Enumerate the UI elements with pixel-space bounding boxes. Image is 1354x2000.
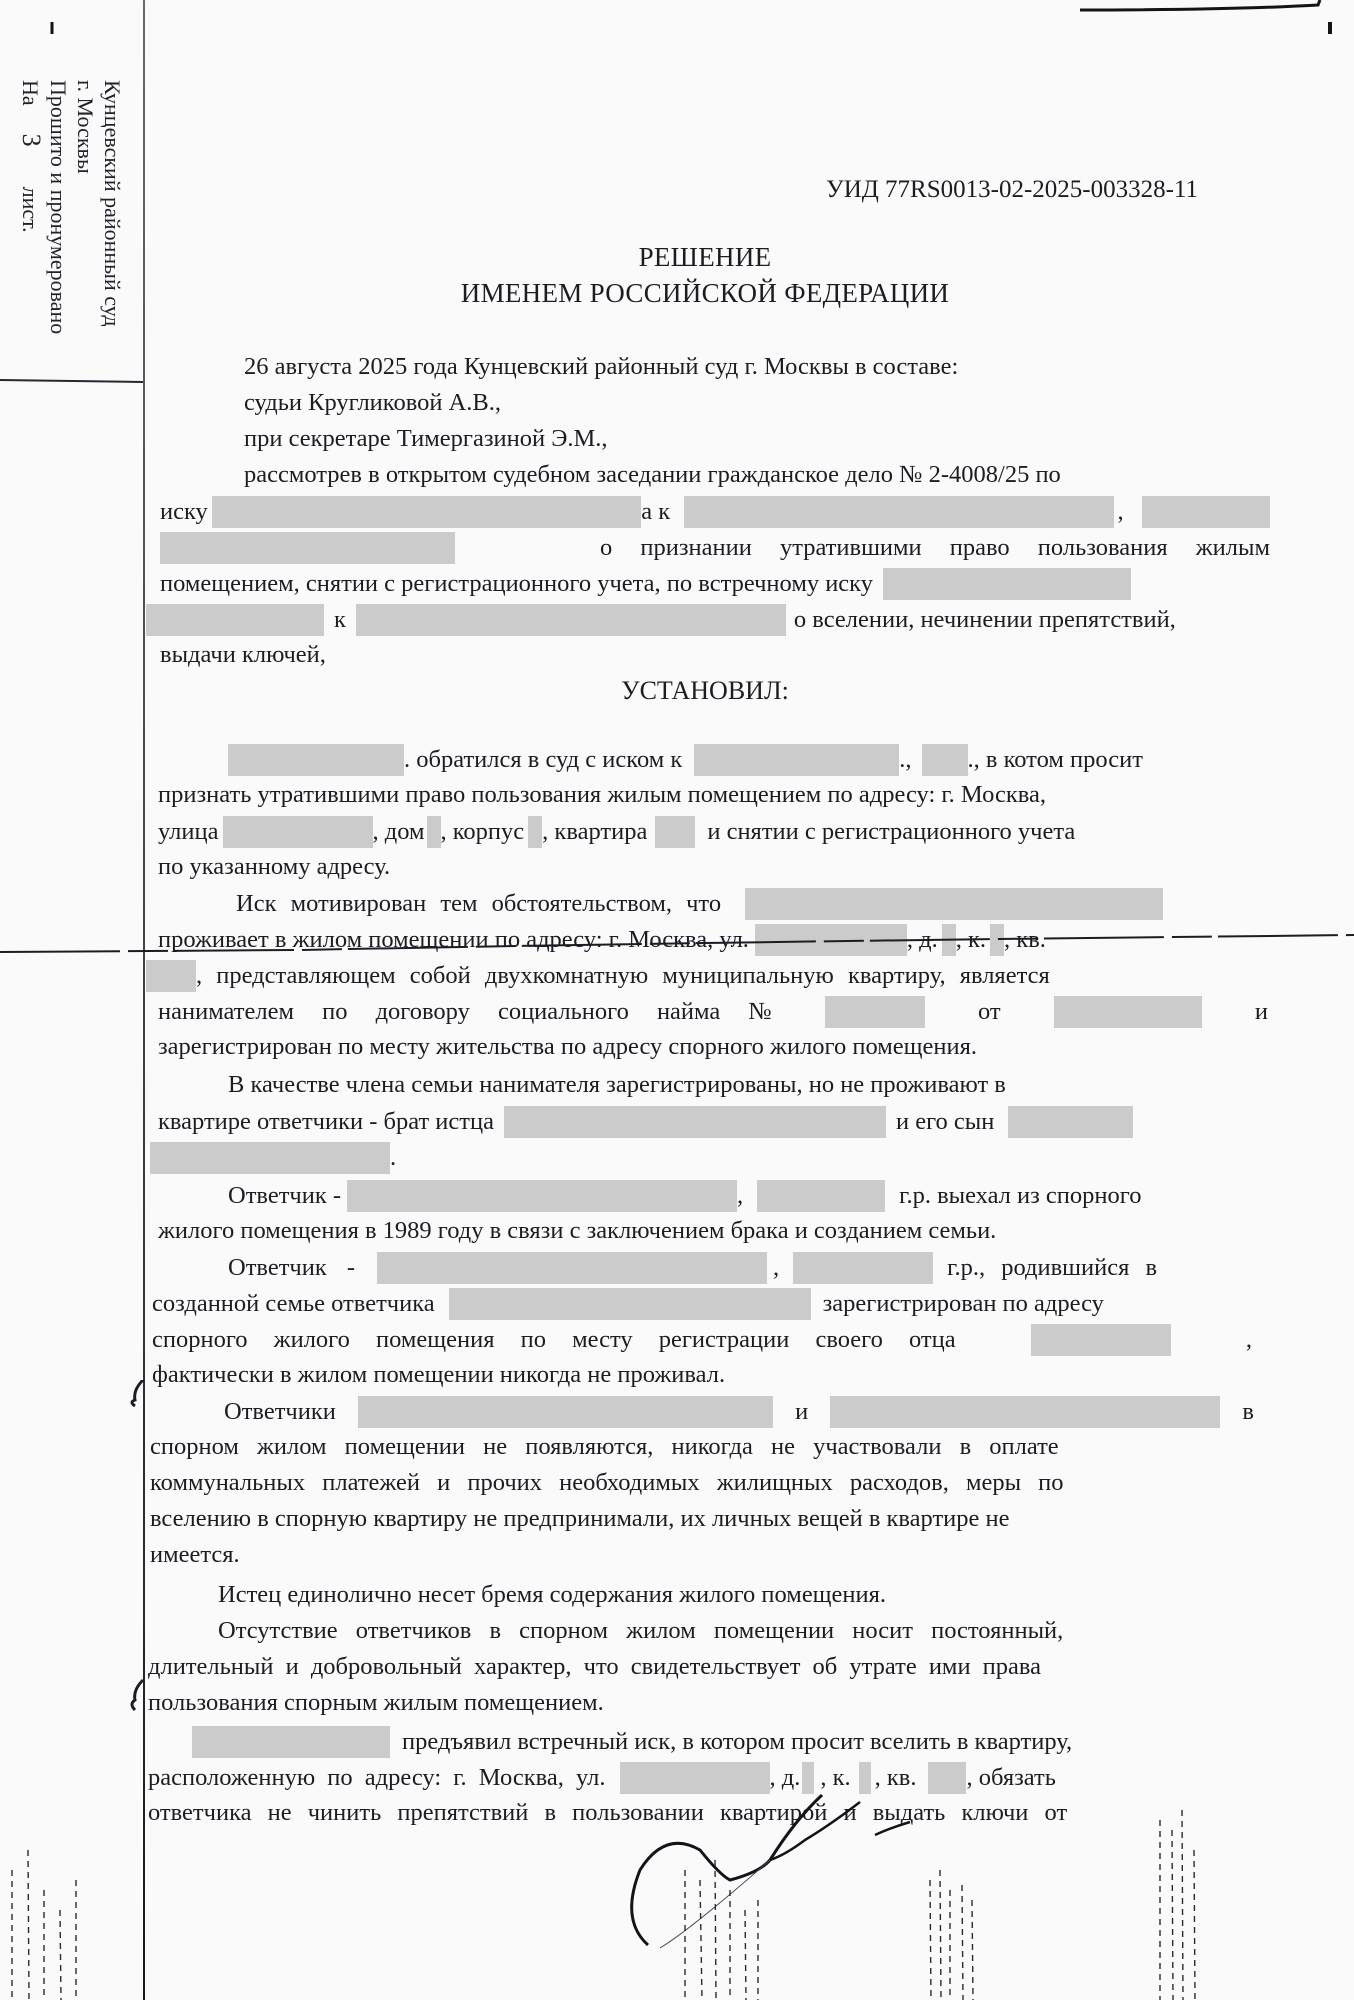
para-6-line-4: вселению в спорную квартиру не предпринимали, их личных вещей в квартире не: [150, 1505, 1010, 1532]
redaction-box: [427, 816, 441, 848]
redaction-box: [223, 816, 373, 848]
para-2-line-4: нанимателем по договору социального найма № от и: [158, 996, 1268, 1028]
intro-line-5: иску а к ,: [160, 496, 1270, 528]
redaction-box: [347, 1180, 737, 1212]
intro-line-4: рассмотрев в открытом судебном заседании гражданское дело № 2-4008/25 по: [244, 461, 1061, 488]
redaction-box: [1031, 1324, 1171, 1356]
para-5-line-3: спорного жилого помещения по месту регистрации своего отца ,: [152, 1324, 1252, 1356]
para-9-line-2: расположенную по адресу: г. Москва, ул. , д. , к. , кв. , обязать: [148, 1762, 1258, 1794]
intro-line-8: к о вселении, нечинении препятствий,: [146, 604, 1270, 636]
para-6-line-5: имеется.: [150, 1541, 240, 1568]
redaction-box: [528, 816, 542, 848]
stamp-sheets: На3лист.: [17, 80, 46, 233]
section-heading: УСТАНОВИЛ:: [621, 676, 789, 705]
redaction-box: [922, 744, 968, 776]
para-1-line-1: . обратился в суд с иском к ., ., в котом просит: [228, 744, 1268, 776]
para-1-line-4: по указанному адресу.: [158, 853, 391, 880]
para-3-line-3: .: [150, 1142, 396, 1174]
para-5-line-4: фактически в жилом помещении никогда не проживал.: [152, 1361, 726, 1388]
redaction-box: [160, 532, 455, 564]
signature-icon: [600, 1790, 1354, 2000]
para-9-line-1: предъявил встречный иск, в котором просит вселить в квартиру,: [192, 1726, 1072, 1758]
para-4-line-2: жилого помещения в 1989 году в связи с заключением брака и созданием семьи.: [158, 1217, 997, 1244]
redaction-box: [745, 888, 1163, 920]
redaction-box: [684, 496, 1113, 528]
redaction-box: [1008, 1106, 1133, 1138]
redaction-box: [228, 744, 404, 776]
redaction-box: [212, 496, 641, 528]
para-2-line-1: Иск мотивирован тем обстоятельством, что: [236, 888, 1266, 920]
redaction-box: [192, 1726, 390, 1758]
document-subtitle: ИМЕНЕМ РОССИЙСКОЙ ФЕДЕРАЦИИ: [460, 278, 950, 308]
pen-strike-line: [0, 930, 1354, 960]
intro-line-3: при секретаре Тимергазиной Э.М.,: [244, 425, 608, 452]
stamp-sheet-count: 3: [17, 133, 46, 147]
top-pen-stroke: [1080, 0, 1320, 10]
intro-line-2: судьи Кругликовой А.В.,: [244, 389, 501, 416]
para-6-line-1: Ответчики и в: [224, 1396, 1254, 1428]
para-5-line-1: Ответчик - , г.р., родившийся в: [228, 1252, 1268, 1284]
redaction-box: [146, 960, 196, 992]
para-4-line-1: Ответчик - , г.р. выехал из спорного: [228, 1180, 1268, 1212]
stamp-court: Кунцевский районный суд: [100, 80, 125, 327]
top-scan-marks: [0, 0, 1354, 60]
stamp-bound: Прошито и пронумеровано: [46, 80, 71, 335]
redaction-box: [1054, 996, 1202, 1028]
document-title: РЕШЕНИЕ: [638, 242, 772, 272]
redaction-box: [883, 568, 1131, 600]
redaction-box: [1142, 496, 1270, 528]
para-7-line-1: Истец единолично несет бремя содержания жилого помещения.: [218, 1581, 887, 1608]
redaction-box: [377, 1252, 767, 1284]
redaction-box: [356, 604, 786, 636]
stamp-underline: [0, 378, 145, 384]
binding-stamp: [6, 80, 131, 420]
para-6-line-3: коммунальных платежей и прочих необходимых жилищных расходов, меры по: [150, 1469, 1064, 1496]
para-2-line-3: , представляющем собой двухкомнатную муниципальную квартиру, является: [146, 960, 1266, 992]
para-3-line-1: В качестве члена семьи нанимателя зарегистрированы, но не проживают в: [228, 1071, 1006, 1098]
para-8-line-2: длительный и добровольный характер, что свидетельствует об утрате ими права: [148, 1653, 1042, 1680]
para-8-line-3: пользования спорным жилым помещением.: [148, 1689, 604, 1716]
redaction-box: [150, 1142, 390, 1174]
para-2-line-5: зарегистрирован по месту жительства по адресу спорного жилого помещения.: [158, 1033, 977, 1060]
redaction-box: [449, 1288, 811, 1320]
redaction-box: [504, 1106, 886, 1138]
case-uid: УИД 77RS0013-02-2025-003328-11: [826, 176, 1199, 203]
intro-line-7: помещением, снятии с регистрационного учета, по встречному иску: [160, 568, 1290, 600]
redaction-box: [146, 604, 324, 636]
stamp-city: г. Москвы: [73, 80, 98, 174]
para-1-line-3: улица , дом , корпус , квартира и снятии с регистрационного учета: [158, 816, 1268, 848]
redaction-box: [694, 744, 899, 776]
para-5-line-2: созданной семье ответчика зарегистрирован по адресу: [152, 1288, 1268, 1320]
para-2-line-2: проживает в жилом помещении по адресу: г. Москва, ул. , д. , к. , кв.: [158, 924, 1268, 956]
redaction-box: [757, 1180, 885, 1212]
scan-streaks-left: [0, 1830, 140, 2000]
redaction-box: [655, 816, 695, 848]
redaction-box: [793, 1252, 933, 1284]
redaction-box: [358, 1396, 773, 1428]
para-1-line-2: признать утратившими право пользования жилым помещением по адресу: г. Москва,: [158, 781, 1046, 808]
para-9-line-3: ответчика не чинить препятствий в пользовании квартирой и выдать ключи от: [148, 1799, 1068, 1826]
redaction-box: [825, 996, 925, 1028]
intro-line-1: 26 августа 2025 года Кунцевский районный суд г. Москвы в составе:: [244, 353, 959, 380]
para-6-line-2: спорном жилом помещении не появляются, никогда не участвовали в оплате: [150, 1433, 1059, 1460]
intro-line-6: о признании утратившими право пользования жилым: [160, 532, 1270, 564]
intro-line-9: выдачи ключей,: [160, 641, 326, 668]
para-8-line-1: Отсутствие ответчиков в спорном жилом помещении носит постоянный,: [218, 1617, 1064, 1644]
para-3-line-2: квартире ответчики - брат истца и его сын: [158, 1106, 1278, 1138]
redaction-box: [830, 1396, 1220, 1428]
